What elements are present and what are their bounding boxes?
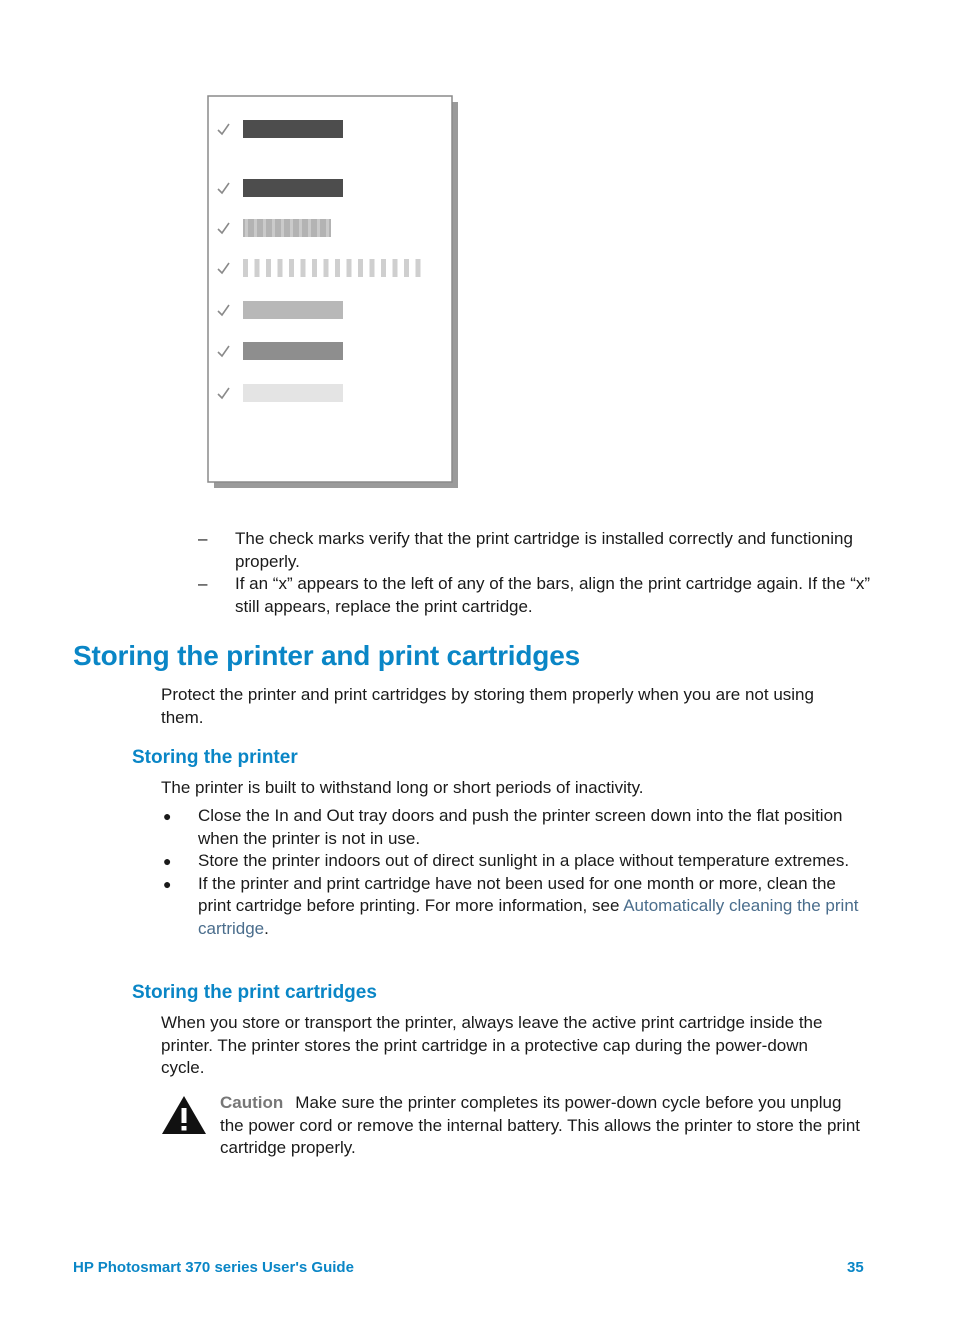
subheading-storing-cartridges: Storing the print cartridges xyxy=(132,982,377,1003)
test-bar xyxy=(243,342,343,360)
subheading-storing-printer: Storing the printer xyxy=(132,747,298,768)
test-bar xyxy=(243,301,343,319)
dash-marker: – xyxy=(198,574,208,593)
bullet-marker: ● xyxy=(163,875,172,892)
test-bar xyxy=(243,384,343,402)
test-bar xyxy=(243,179,343,197)
test-bar-band xyxy=(281,219,284,237)
test-bar-segment xyxy=(243,259,248,277)
test-bar-segment xyxy=(266,259,271,277)
printer-storage-bullets xyxy=(160,805,860,940)
bullet-text: If the printer and print cartridge have not been used for one month or more, clean the print cartridge before printing. For more information, see xyxy=(198,873,836,915)
test-bar-segment xyxy=(358,259,363,277)
test-page-illustration xyxy=(196,82,462,492)
bullet-marker: ● xyxy=(163,808,172,824)
test-page xyxy=(208,96,452,482)
check-note-item xyxy=(198,528,878,573)
caution-label: Caution xyxy=(220,1093,284,1112)
test-bar-band xyxy=(254,219,257,237)
test-bar-segment xyxy=(255,259,260,277)
bullet-item xyxy=(160,873,860,941)
test-bar-segment xyxy=(278,259,283,277)
test-bar-band xyxy=(245,219,248,237)
check-note-text: The check marks verify that the print cartridge is installed correctly and functioning properly. xyxy=(235,529,853,571)
caution-text: Make sure the printer completes its power-down cycle before you unplug the power cord or remove the internal battery. This allows the printer to store the print cartridge properly. xyxy=(220,1093,861,1157)
test-bar-segment xyxy=(393,259,398,277)
bullet-marker: ● xyxy=(163,853,172,869)
bullet-text: Close the In and Out tray doors and push the printer screen down into the flat position when the printer is not in use. xyxy=(198,806,843,848)
test-bar-band xyxy=(263,219,266,237)
printer-lead-text: The printer is built to withstand long or short periods of inactivity. xyxy=(161,778,644,797)
intro-paragraph: Protect the printer and print cartridges by storing them properly when you are not using them. xyxy=(161,685,814,727)
bullet-item xyxy=(160,805,860,850)
footer-page-number: 35 xyxy=(847,1259,864,1276)
test-bar-segment xyxy=(324,259,329,277)
test-bar-segment xyxy=(370,259,375,277)
section-heading-storing: Storing the printer and print cartridges xyxy=(73,640,580,671)
test-page-svg xyxy=(196,82,462,492)
check-notes-list xyxy=(198,528,878,618)
bullet-end: . xyxy=(264,918,269,938)
dash-marker: – xyxy=(198,529,208,548)
footer-guide-title: HP Photosmart 370 series User's Guide xyxy=(73,1259,354,1276)
test-bar-segment xyxy=(404,259,409,277)
test-bar-band xyxy=(290,219,293,237)
test-bar xyxy=(243,120,343,138)
cartridges-paragraph: When you store or transport the printer, always leave the active print cartridge inside the printer. The printer stores the print cartridge in a protective cap during the power-down cycle. xyxy=(161,1013,823,1077)
test-bar-segment xyxy=(347,259,352,277)
test-bar-segment xyxy=(312,259,317,277)
test-bar-band xyxy=(317,219,320,237)
warning-icon xyxy=(160,1094,208,1136)
bullet-text: Store the printer indoors out of direct sunlight in a place without temperature extremes. xyxy=(198,851,850,870)
test-bar-band xyxy=(308,219,311,237)
caution-note xyxy=(220,1092,865,1160)
test-bar-segment xyxy=(335,259,340,277)
test-bar-segment xyxy=(381,259,386,277)
test-bar-segment xyxy=(416,259,421,277)
cleaning-link[interactable]: Automatically cleaning the print cartridge xyxy=(198,896,859,938)
check-note-text: If an “x” appears to the left of any of the bars, align the print cartridge again. If the “x” still appears, replace the print cartridge. xyxy=(235,574,871,616)
bullet-item xyxy=(160,850,860,873)
test-bar-band xyxy=(299,219,302,237)
test-bar-segment xyxy=(289,259,294,277)
test-bar-band xyxy=(326,219,329,237)
test-bar-segment xyxy=(301,259,306,277)
test-bar-band xyxy=(272,219,275,237)
check-note-item xyxy=(198,573,878,618)
